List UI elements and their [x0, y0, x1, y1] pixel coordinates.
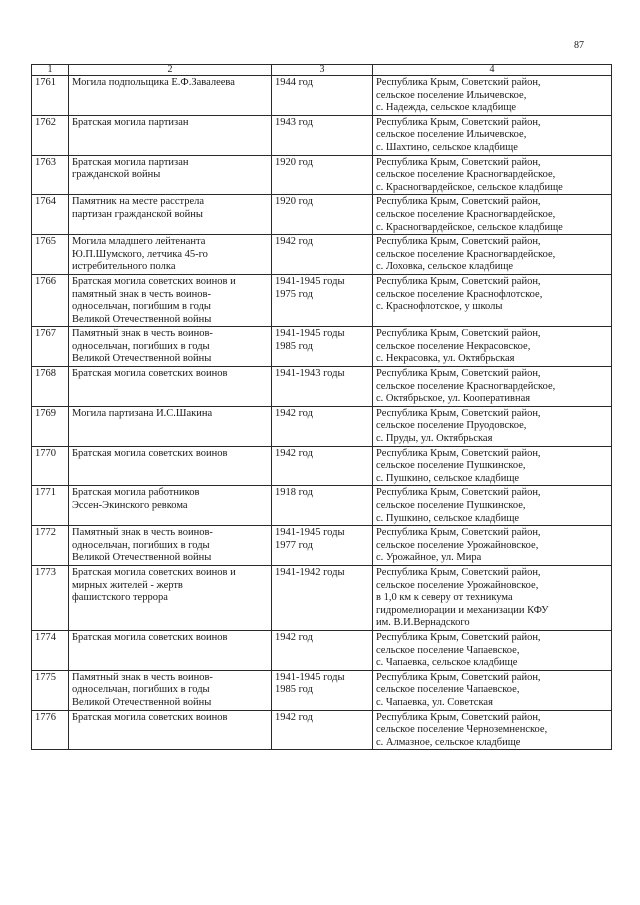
- memorial-name-line: Великой Отечественной войны: [72, 696, 212, 708]
- memorial-location-line: сельское поселение Урожайновское,: [376, 539, 539, 551]
- memorial-location-line: с. Шахтино, сельское кладбище: [376, 141, 518, 153]
- table-row: [32, 367, 612, 407]
- memorial-location-line: Республика Крым, Советский район,: [376, 631, 541, 643]
- memorial-year-line: 1920 год: [275, 156, 313, 168]
- memorial-location-line: Республика Крым, Советский район,: [376, 487, 541, 499]
- memorial-name-line: фашистского террора: [72, 592, 168, 604]
- memorial-location-line: сельское поселение Красногвардейское,: [376, 169, 556, 181]
- memorial-name: [69, 155, 272, 195]
- memorial-name-line: односельчан, погибших в годы: [72, 684, 210, 696]
- memorial-year-line: 1941-1943 годы: [275, 368, 345, 380]
- memorial-name: [69, 327, 272, 367]
- memorial-year: [272, 446, 373, 486]
- memorial-name-line: Братская могила партизан: [72, 156, 189, 168]
- memorial-name-line: памятный знак в честь воинов-: [72, 288, 211, 300]
- memorial-location: [373, 486, 612, 526]
- memorial-name: [69, 630, 272, 670]
- table-row: [32, 76, 612, 116]
- table-row: [32, 406, 612, 446]
- memorial-name-line: односельчан, погибшим в годы: [72, 301, 211, 313]
- memorial-name: [69, 446, 272, 486]
- memorial-year-line: 1985 год: [275, 340, 313, 352]
- memorial-name-line: Братская могила советских воинов: [72, 711, 228, 723]
- row-number: 1773: [32, 565, 69, 630]
- memorial-location-line: сельское поселение Пушкинское,: [376, 500, 526, 511]
- memorial-location-line: сельское поселение Красногвардейское,: [376, 248, 556, 260]
- memorial-name-line: мирных жителей - жертв: [72, 579, 183, 591]
- memorial-location-line: с. Лоховка, сельское кладбище: [376, 261, 514, 273]
- row-number: 1775: [32, 670, 69, 710]
- memorial-location-line: сельское поселение Ильичевское,: [376, 89, 527, 101]
- memorial-name-line: Братская могила советских воинов: [72, 447, 228, 459]
- memorial-name-line: Ю.П.Шумского, летчика 45-го: [72, 248, 208, 260]
- memorial-name: [69, 670, 272, 710]
- memorial-location: [373, 565, 612, 630]
- table-row: [32, 670, 612, 710]
- memorial-year-line: 1975 год: [275, 288, 313, 300]
- memorial-location-line: сельское поселение Чапаевское,: [376, 644, 520, 656]
- memorial-location: [373, 76, 612, 116]
- memorial-location-line: Республика Крым, Советский район,: [376, 275, 541, 287]
- memorial-year-line: 1943 год: [275, 116, 313, 128]
- memorial-name-line: Памятный знак в честь воинов-: [72, 328, 213, 340]
- memorial-location: [373, 526, 612, 566]
- memorial-location-line: Республика Крым, Советский район,: [376, 116, 541, 128]
- memorial-name-line: Братская могила советских воинов: [72, 631, 228, 643]
- row-number: 1762: [32, 115, 69, 155]
- memorial-location-line: Республика Крым, Советский район,: [376, 566, 541, 578]
- memorial-location: [373, 367, 612, 407]
- memorial-name-line: Братская могила работников: [72, 487, 200, 499]
- memorial-year: [272, 195, 373, 235]
- memorial-location-line: Республика Крым, Советский район,: [376, 711, 541, 723]
- memorial-name-line: Могила партизана И.С.Шакина: [72, 407, 213, 419]
- memorial-year: [272, 274, 373, 326]
- memorial-name-line: Памятный знак в честь воинов-: [72, 671, 213, 683]
- memorial-location-line: с. Красногвардейское, сельское кладбище: [376, 221, 563, 233]
- row-number: 1761: [32, 76, 69, 116]
- memorial-name-line: партизан гражданской войны: [72, 208, 203, 220]
- memorial-location-line: сельское поселение Краснофлотское,: [376, 288, 543, 300]
- memorial-year-line: 1918 год: [275, 487, 313, 499]
- memorial-year: [272, 406, 373, 446]
- memorial-year-line: 1941-1945 годы: [275, 328, 345, 340]
- memorial-location: [373, 115, 612, 155]
- memorial-year: [272, 235, 373, 275]
- memorial-name: [69, 367, 272, 407]
- memorial-location-line: с. Красногвардейское, сельское кладбище: [376, 181, 563, 193]
- memorial-location: [373, 274, 612, 326]
- memorial-name-line: односельчан, погибших в годы: [72, 539, 210, 551]
- table-row: [32, 565, 612, 630]
- table-row: [32, 274, 612, 326]
- memorial-year-line: 1942 год: [275, 447, 313, 459]
- memorial-year-line: 1942 год: [275, 407, 313, 419]
- row-number: 1771: [32, 486, 69, 526]
- memorial-location: [373, 710, 612, 750]
- table-row: [32, 446, 612, 486]
- memorial-location-line: Республика Крым, Советский район,: [376, 527, 541, 539]
- memorial-year-line: 1942 год: [275, 711, 313, 723]
- memorial-location-line: им. В.И.Вернадского: [376, 617, 470, 629]
- memorial-location-line: гидромелиорации и механизации КФУ: [376, 604, 549, 616]
- memorial-location: [373, 670, 612, 710]
- memorial-name: [69, 235, 272, 275]
- memorial-year: [272, 115, 373, 155]
- memorial-name-line: Эссен-Экинского ревкома: [72, 500, 188, 511]
- memorial-location-line: с. Пушкино, сельское кладбище: [376, 472, 520, 484]
- memorial-location-line: сельское поселение Красногвардейское,: [376, 208, 556, 220]
- memorial-year-line: 1920 год: [275, 196, 313, 208]
- table-row: [32, 710, 612, 750]
- memorial-year: [272, 327, 373, 367]
- memorial-year: [272, 670, 373, 710]
- memorial-year: [272, 367, 373, 407]
- memorial-name-line: Великой Отечественной войны: [72, 552, 212, 564]
- memorial-location-line: сельское поселение Чапаевское,: [376, 684, 520, 696]
- table-row: [32, 486, 612, 526]
- memorial-location-line: с. Пруды, ул. Октябрьская: [376, 433, 493, 445]
- memorial-location: [373, 446, 612, 486]
- memorial-name-line: Памятный знак в честь воинов-: [72, 527, 213, 539]
- memorial-name-line: Памятник на месте расстрела: [72, 196, 205, 208]
- table-row: [32, 195, 612, 235]
- header-col-2: 2: [69, 65, 272, 76]
- memorial-name: [69, 486, 272, 526]
- row-number: 1767: [32, 327, 69, 367]
- memorial-name: [69, 195, 272, 235]
- memorial-year-line: 1941-1945 годы: [275, 275, 345, 287]
- memorial-name-line: Братская могила советских воинов: [72, 368, 228, 380]
- memorial-location-line: Республика Крым, Советский район,: [376, 368, 541, 380]
- table-header-row: [32, 65, 612, 76]
- row-number: 1776: [32, 710, 69, 750]
- memorial-location: [373, 406, 612, 446]
- table-row: [32, 115, 612, 155]
- memorial-year: [272, 76, 373, 116]
- row-number: 1765: [32, 235, 69, 275]
- memorial-year-line: 1942 год: [275, 631, 313, 643]
- memorial-location-line: Республика Крым, Советский район,: [376, 671, 541, 683]
- memorial-name: [69, 526, 272, 566]
- row-number: 1772: [32, 526, 69, 566]
- memorial-location-line: Республика Крым, Советский район,: [376, 196, 541, 208]
- memorial-name: [69, 406, 272, 446]
- memorial-location-line: с. Пушкино, сельское кладбище: [376, 512, 520, 524]
- header-col-1: 1: [32, 65, 69, 76]
- memorial-year-line: 1944 год: [275, 77, 313, 88]
- memorial-year: [272, 155, 373, 195]
- memorial-location-line: Республика Крым, Советский район,: [376, 77, 541, 88]
- memorial-location-line: сельское поселение Красногвардейское,: [376, 380, 556, 392]
- memorial-year: [272, 486, 373, 526]
- table-body: [32, 76, 612, 750]
- memorial-location-line: сельское поселение Пруодовское,: [376, 420, 527, 432]
- table-row: [32, 235, 612, 275]
- memorial-location-line: с. Чапаевка, ул. Советская: [376, 696, 493, 708]
- memorial-location-line: с. Октябрьское, ул. Кооперативная: [376, 393, 531, 405]
- memorial-location-line: с. Урожайное, ул. Мира: [376, 552, 482, 564]
- table-row: [32, 630, 612, 670]
- memorial-location-line: с. Некрасовка, ул. Октябрьская: [376, 353, 515, 365]
- memorial-year: [272, 710, 373, 750]
- memorial-year-line: 1941-1945 годы: [275, 671, 345, 683]
- row-number: 1774: [32, 630, 69, 670]
- table-row: [32, 526, 612, 566]
- memorial-location-line: в 1,0 км к северу от техникума: [376, 592, 513, 604]
- memorial-name-line: Великой Отечественной войны: [72, 313, 212, 325]
- memorial-name: [69, 710, 272, 750]
- memorial-year: [272, 630, 373, 670]
- memorial-location-line: Республика Крым, Советский район,: [376, 156, 541, 168]
- row-number: 1770: [32, 446, 69, 486]
- memorial-location-line: сельское поселение Урожайновское,: [376, 579, 539, 591]
- memorial-location-line: сельское поселение Черноземненское,: [376, 724, 548, 736]
- memorial-name-line: Братская могила советских воинов и: [72, 275, 236, 287]
- memorial-year: [272, 565, 373, 630]
- memorial-location: [373, 235, 612, 275]
- memorial-year-line: 1977 год: [275, 539, 313, 551]
- memorial-location-line: сельское поселение Пушкинское,: [376, 460, 526, 472]
- memorial-location-line: сельское поселение Некрасовское,: [376, 340, 531, 352]
- header-col-4: 4: [373, 65, 612, 76]
- row-number: 1764: [32, 195, 69, 235]
- memorial-location: [373, 155, 612, 195]
- memorials-table: [31, 64, 612, 750]
- memorial-location-line: с. Алмазное, сельское кладбище: [376, 736, 521, 748]
- page-number: 87: [574, 40, 584, 51]
- memorial-name-line: Могила подпольщика Е.Ф.Завалеева: [72, 77, 235, 88]
- row-number: 1766: [32, 274, 69, 326]
- memorial-year-line: 1942 год: [275, 236, 313, 248]
- memorial-name: [69, 115, 272, 155]
- table-row: [32, 327, 612, 367]
- memorial-location-line: Республика Крым, Советский район,: [376, 447, 541, 459]
- memorial-year-line: 1941-1945 годы: [275, 527, 345, 539]
- memorial-location: [373, 195, 612, 235]
- memorial-year-line: 1941-1942 годы: [275, 566, 345, 578]
- memorial-location-line: Республика Крым, Советский район,: [376, 328, 541, 340]
- memorial-name-line: гражданской войны: [72, 169, 161, 181]
- memorial-year-line: 1985 год: [275, 684, 313, 696]
- row-number: 1769: [32, 406, 69, 446]
- memorial-location-line: с. Чапаевка, сельское кладбище: [376, 657, 518, 669]
- memorial-location: [373, 327, 612, 367]
- header-col-3: 3: [272, 65, 373, 76]
- memorial-name: [69, 565, 272, 630]
- row-number: 1768: [32, 367, 69, 407]
- memorial-year: [272, 526, 373, 566]
- memorial-location: [373, 630, 612, 670]
- row-number: 1763: [32, 155, 69, 195]
- memorial-name-line: истребительного полка: [72, 261, 176, 273]
- memorial-name: [69, 76, 272, 116]
- memorial-name-line: Могила младшего лейтенанта: [72, 236, 206, 248]
- memorial-name-line: односельчан, погибших в годы: [72, 340, 210, 352]
- memorial-name: [69, 274, 272, 326]
- memorial-location-line: Республика Крым, Советский район,: [376, 407, 541, 419]
- memorial-name-line: Братская могила советских воинов и: [72, 566, 236, 578]
- memorial-location-line: сельское поселение Ильичевское,: [376, 129, 527, 141]
- memorial-location-line: Республика Крым, Советский район,: [376, 236, 541, 248]
- memorial-name-line: Братская могила партизан: [72, 116, 189, 128]
- memorial-name-line: Великой Отечественной войны: [72, 353, 212, 365]
- memorial-location-line: с. Надежда, сельское кладбище: [376, 102, 517, 114]
- memorial-location-line: с. Краснофлотское, у школы: [376, 301, 503, 313]
- table-row: [32, 155, 612, 195]
